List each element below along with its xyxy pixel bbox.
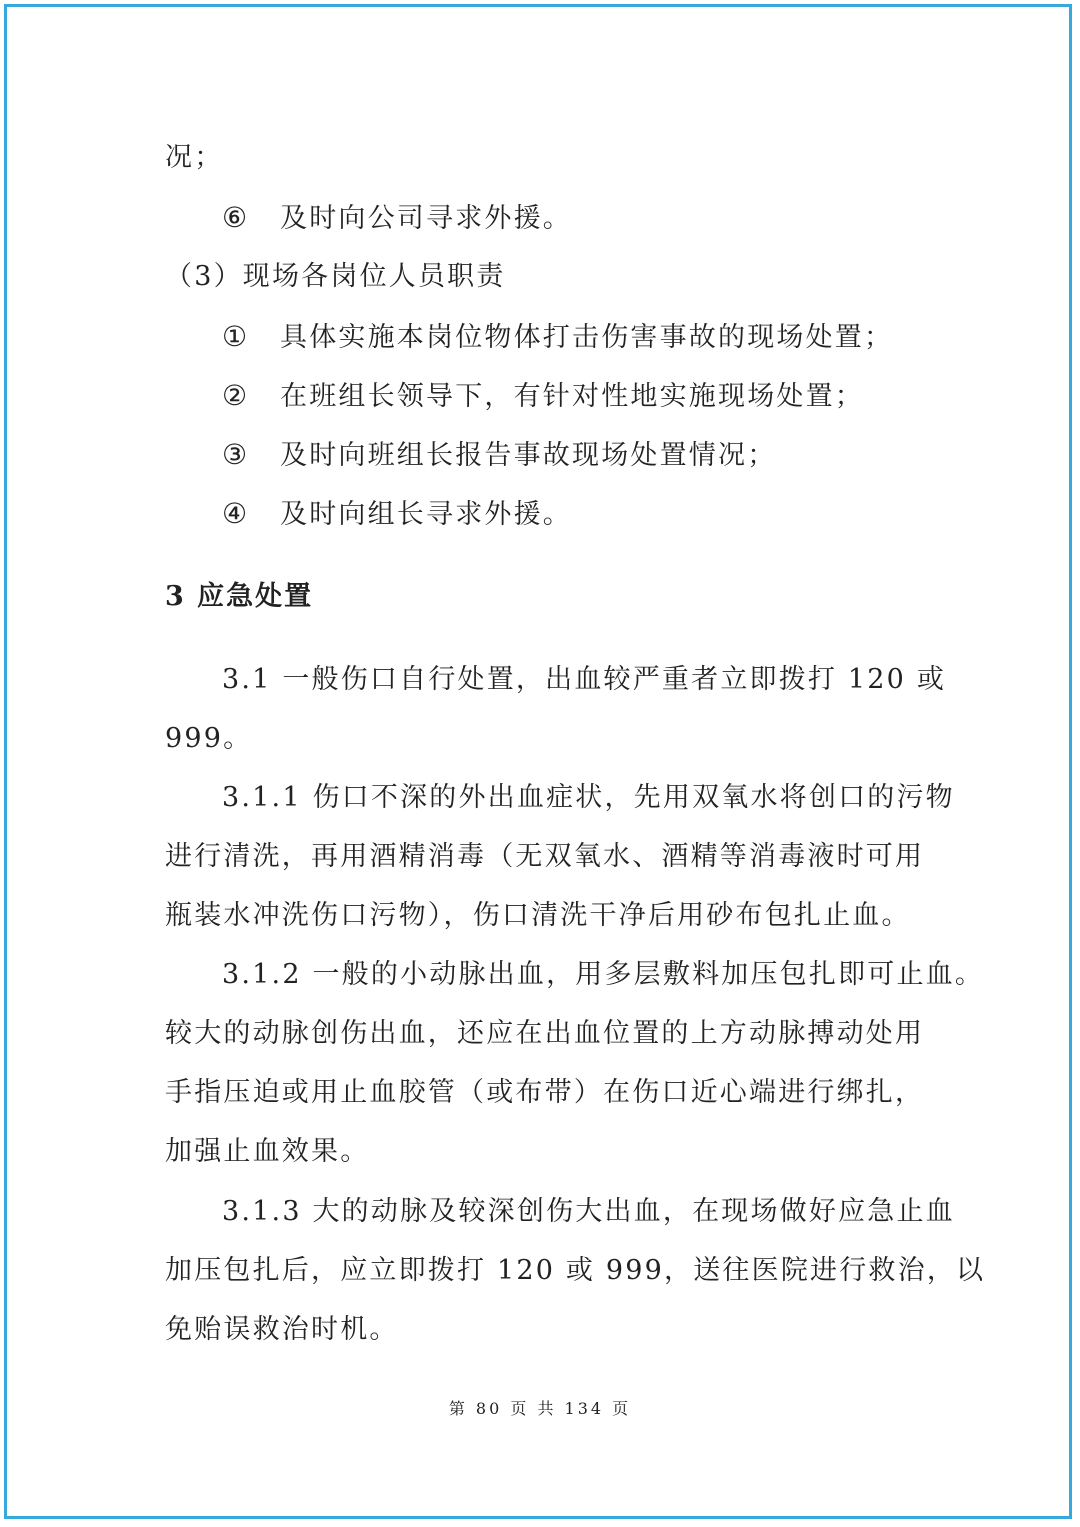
list-item-text: 及时向组长寻求外援。	[280, 499, 572, 530]
paragraph-line: 免贻误救治时机。	[165, 1314, 399, 1345]
text-line: 况；	[165, 142, 224, 173]
paragraph-line: 进行清洗，再用酒精消毒（无双氧水、酒精等消毒液时可用	[165, 841, 925, 872]
list-marker: ②	[222, 379, 248, 412]
list-item	[222, 494, 572, 535]
list-item	[222, 317, 893, 358]
paragraph-line: 手指压迫或用止血胶管（或布带）在伤口近心端进行绑扎，	[165, 1077, 925, 1108]
paragraph-line: 3.1.1 伤口不深的外出血症状，先用双氧水将创口的污物	[222, 782, 955, 813]
list-item	[222, 198, 572, 239]
list-marker: ④	[222, 497, 248, 530]
page-footer: 第 80 页 共 134 页	[448, 1399, 632, 1418]
paragraph-line: 加强止血效果。	[165, 1136, 370, 1167]
list-item	[222, 435, 776, 476]
list-item	[222, 376, 864, 417]
list-marker: ③	[222, 438, 248, 471]
list-marker: ①	[222, 320, 248, 353]
list-item-text: 及时向班组长报告事故现场处置情况；	[280, 440, 777, 471]
list-marker: ⑥	[222, 201, 248, 234]
list-item-text: 及时向公司寻求外援。	[280, 203, 572, 234]
paragraph-line: 3.1 一般伤口自行处置，出血较严重者立即拨打 120 或	[222, 664, 947, 695]
paragraph-line: 加压包扎后，应立即拨打 120 或 999，送往医院进行救治，以	[165, 1255, 986, 1286]
paragraph-line: 999。	[165, 723, 253, 754]
paragraph-line: 瓶装水冲洗伤口污物），伤口清洗干净后用砂布包扎止血。	[165, 900, 911, 931]
section-heading: 3 应急处置	[165, 581, 314, 612]
subsection-title: （3）现场各岗位人员职责	[165, 261, 506, 292]
list-item-text: 具体实施本岗位物体打击伤害事故的现场处置；	[280, 322, 894, 353]
list-item-text: 在班组长领导下，有针对性地实施现场处置；	[280, 381, 864, 412]
paragraph-line: 3.1.3 大的动脉及较深创伤大出血，在现场做好应急止血	[222, 1196, 955, 1227]
paragraph-line: 较大的动脉创伤出血，还应在出血位置的上方动脉搏动处用	[165, 1018, 925, 1049]
paragraph-line: 3.1.2 一般的小动脉出血，用多层敷料加压包扎即可止血。	[222, 959, 985, 990]
